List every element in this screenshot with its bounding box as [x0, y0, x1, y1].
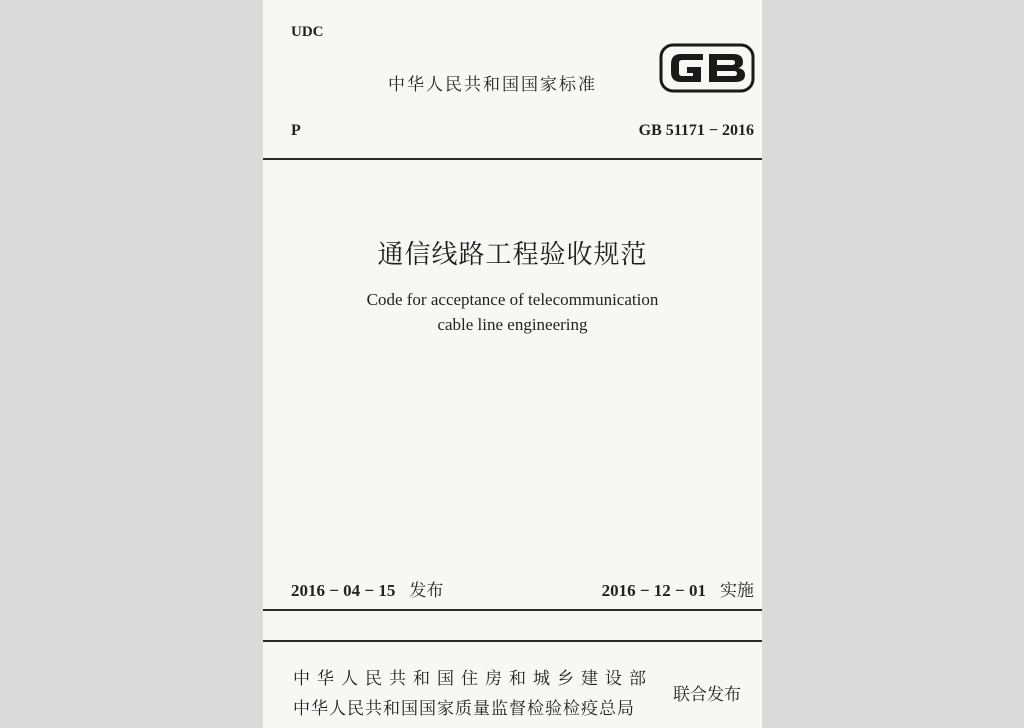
publisher-line-1: 中华人民共和国住房和城乡建设部 [293, 669, 653, 689]
header-divider [263, 158, 762, 160]
standard-number: GB 51171 − 2016 [638, 122, 754, 139]
english-title [263, 287, 762, 337]
effective-label: 实施 [720, 581, 754, 601]
standard-cover-page [263, 0, 762, 728]
classification-code: P [291, 122, 301, 139]
issue-date-block [291, 576, 443, 601]
date-divider [263, 609, 762, 611]
chinese-title: 通信线路工程验收规范 [377, 240, 648, 270]
publisher-line-2: 中华人民共和国国家质量监督检验检疫总局 [293, 699, 635, 719]
issue-label: 发布 [409, 581, 444, 601]
gb-logo [659, 42, 755, 94]
english-title-line-2: cable line engineering [437, 315, 588, 334]
english-title-line-1: Code for acceptance of telecommunication [366, 290, 659, 309]
issue-date: 2016 − 04 − 15 [291, 581, 396, 600]
standard-type-heading: 中华人民共和国国家标准 [388, 75, 597, 95]
udc-label: UDC [291, 24, 324, 40]
effective-date: 2016 − 12 − 01 [601, 581, 706, 600]
joint-issue-label: 联合发布 [673, 685, 741, 705]
effective-date-block [602, 576, 754, 601]
publisher-divider [263, 640, 762, 642]
